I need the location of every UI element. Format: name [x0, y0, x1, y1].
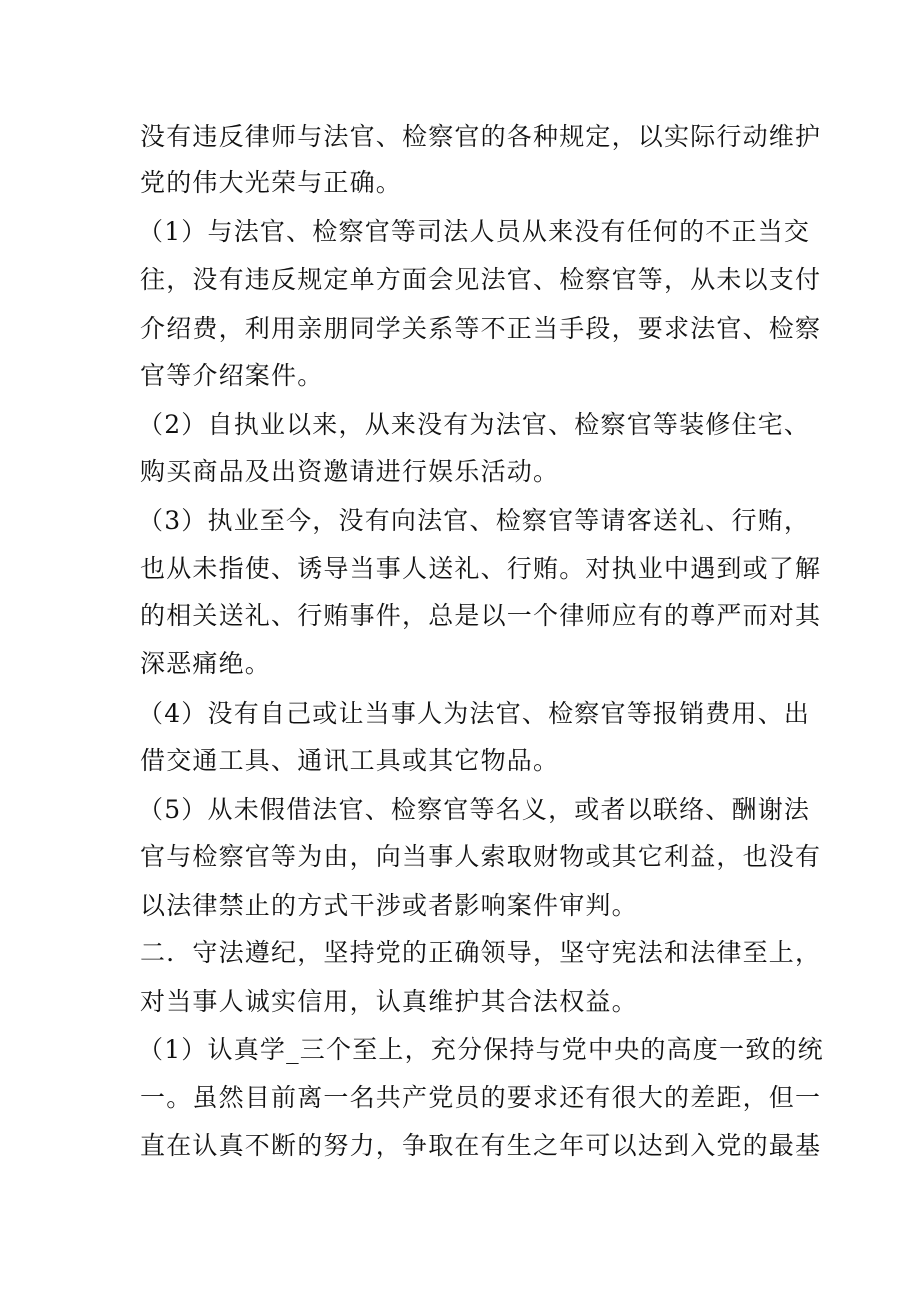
- text-line: （1）与法官、检察官等司法人员从来没有任何的不正当交: [138, 217, 811, 246]
- text-line: 深恶痛绝。: [140, 649, 272, 678]
- text-line: 党的伟大光荣与正确。: [140, 168, 403, 197]
- text-line: 二．守法遵纪，坚持党的正确领导，坚守宪法和法律至上，: [140, 938, 822, 967]
- text-line: 购买商品及出资邀请进行娱乐活动。: [140, 457, 560, 486]
- text-line: （1）认真学_三个至上，充分保持与党中央的高度一致的统: [138, 1035, 824, 1064]
- text-line: 直在认真不断的努力，争取在有生之年可以达到入党的最基: [140, 1131, 822, 1160]
- text-line: 借交通工具、通讯工具或其它物品。: [140, 746, 560, 775]
- text-line: （4）没有自己或让当事人为法官、检察官等报销费用、出: [138, 699, 811, 728]
- text-line: 没有违反律师与法官、检察官的各种规定，以实际行动维护: [140, 122, 822, 151]
- text-line: 以法律禁止的方式干涉或者影响案件审判。: [140, 891, 638, 920]
- text-line: 往，没有违反规定单方面会见法官、检察官等，从未以支付: [140, 265, 822, 294]
- text-line: 官等介绍案件。: [140, 361, 324, 390]
- text-line: 的相关送礼、行贿事件，总是以一个律师应有的尊严而对其: [140, 601, 822, 630]
- text-line: 对当事人诚实信用，认真维护其合法权益。: [140, 987, 638, 1016]
- text-line: 介绍费，利用亲朋同学关系等不正当手段，要求法官、检察: [140, 314, 822, 343]
- text-line: （5）从未假借法官、检察官等名义，或者以联络、酬谢法: [138, 795, 811, 824]
- text-line: （3）执业至今，没有向法官、检察官等请客送礼、行贿，: [138, 506, 811, 535]
- text-line: 一。虽然目前离一名共产党员的要求还有很大的差距，但一: [140, 1083, 822, 1112]
- text-line: （2）自执业以来，从来没有为法官、检察官等装修住宅、: [138, 410, 811, 439]
- text-line: 也从未指使、诱导当事人送礼、行贿。对执业中遇到或了解: [140, 554, 822, 583]
- text-line: 官与检察官等为由，向当事人索取财物或其它利益，也没有: [140, 842, 822, 871]
